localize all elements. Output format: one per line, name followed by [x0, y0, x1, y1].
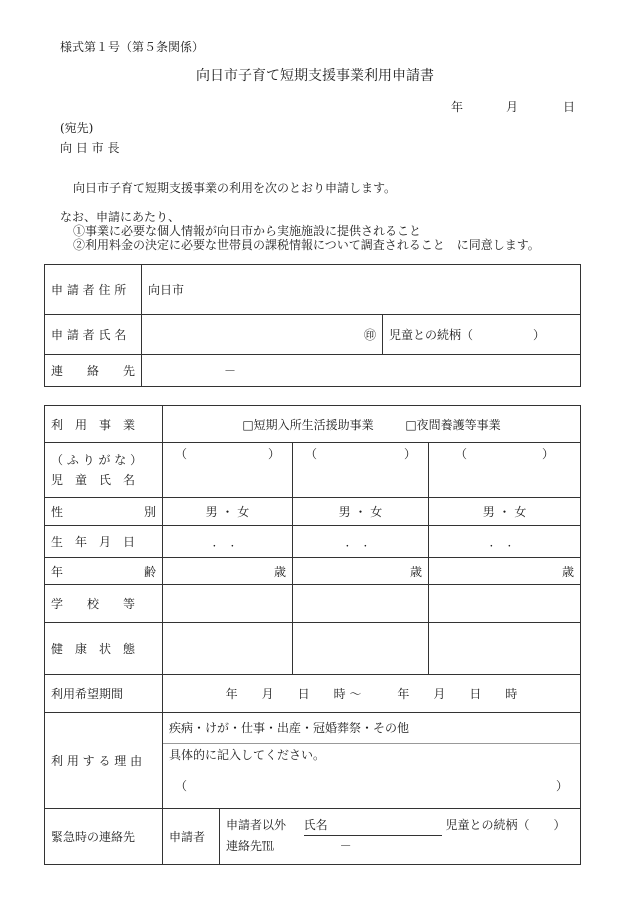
emergency-tel-label: 連絡先℡	[226, 839, 275, 853]
child-name-field-2[interactable]: （ ）	[293, 443, 429, 498]
reason-instruction: 具体的に記入してください。	[169, 748, 326, 762]
contact-label: 連 絡 先	[45, 355, 142, 387]
dob-field-2[interactable]: ． ．	[293, 526, 429, 558]
child-name-label: （ ふ り が な ） 児 童 氏 名	[45, 443, 163, 498]
consent-item-1: ①事業に必要な個人情報が向日市から実施施設に提供されること	[73, 224, 422, 238]
health-field-1[interactable]	[163, 623, 293, 675]
child-name-field-1[interactable]: （ ）	[163, 443, 293, 498]
emergency-tel-dash[interactable]: －	[339, 839, 352, 853]
service-options	[163, 406, 581, 443]
emergency-name-field[interactable]: 氏名	[304, 815, 442, 836]
health-field-2[interactable]	[293, 623, 429, 675]
date-day-label: 日	[563, 100, 576, 114]
intro-text: 向日市子育て短期支援事業の利用を次のとおり申請します。	[73, 181, 397, 195]
school-field-1[interactable]	[163, 585, 293, 623]
health-field-3[interactable]	[429, 623, 581, 675]
dob-label: 生 年 月 日	[45, 526, 163, 558]
contact-dash: －	[224, 364, 237, 378]
applicant-name-label: 申 請 者 氏 名	[45, 315, 142, 355]
emergency-label: 緊急時の連絡先	[45, 809, 163, 865]
sex-label: 性 別	[45, 498, 163, 526]
reason-field[interactable]	[163, 713, 581, 809]
addressee-label: (宛先)	[60, 121, 94, 135]
form-number: 様式第１号（第５条関係）	[60, 40, 205, 54]
period-label: 利用希望期間	[45, 675, 163, 713]
age-field-2[interactable]: 歳	[293, 558, 429, 585]
addressee: 向 日 市 長	[60, 141, 120, 155]
applicant-name-field[interactable]	[142, 315, 383, 355]
age-field-3[interactable]: 歳	[429, 558, 581, 585]
health-label: 健 康 状 態	[45, 623, 163, 675]
sex-field-2[interactable]: 男 ・ 女	[293, 498, 429, 526]
service-option-short-stay[interactable]: □短期入所生活援助事業	[242, 417, 374, 432]
school-field-2[interactable]	[293, 585, 429, 623]
applicant-address-value: 向日市	[148, 283, 185, 297]
page-title: 向日市子育て短期支援事業利用申請書	[196, 68, 434, 84]
sex-field-1[interactable]: 男 ・ 女	[163, 498, 293, 526]
date-month-label: 月	[506, 100, 519, 114]
emergency-applicant-label: 申請者	[163, 809, 220, 864]
date-year-label: 年	[451, 100, 464, 114]
dob-field-1[interactable]: ． ．	[163, 526, 293, 558]
consent-lead: なお、申請にあたり、	[60, 210, 181, 224]
school-label: 学 校 等	[45, 585, 163, 623]
reason-label: 利 用 す る 理 由	[45, 713, 163, 809]
seal-mark: ㊞	[363, 328, 376, 342]
relation-field[interactable]: 児童との続柄（ ）	[383, 315, 581, 355]
age-field-1[interactable]: 歳	[163, 558, 293, 585]
service-label: 利 用 事 業	[45, 406, 163, 443]
applicant-table	[44, 264, 581, 387]
applicant-address-label: 申 請 者 住 所	[45, 265, 142, 315]
sex-field-3[interactable]: 男 ・ 女	[429, 498, 581, 526]
school-field-3[interactable]	[429, 585, 581, 623]
contact-field[interactable]	[142, 355, 581, 387]
reason-input[interactable]: （ ）	[175, 779, 569, 793]
usage-table	[44, 405, 581, 865]
emergency-field	[163, 809, 581, 865]
applicant-address-field[interactable]	[142, 265, 581, 315]
child-name-field-3[interactable]: （ ）	[429, 443, 581, 498]
service-option-night-care[interactable]: □夜間養護等事業	[405, 417, 501, 432]
emergency-relation[interactable]: 児童との続柄（ ）	[445, 818, 566, 832]
age-label: 年 齢	[45, 558, 163, 585]
period-field[interactable]: 年 月 日 時 ～ 年 月 日 時	[163, 675, 581, 713]
consent-item-2: ②利用料金の決定に必要な世帯員の課税情報について調査されること に同意します。	[73, 238, 540, 252]
relation-label: 児童との続柄（	[389, 328, 474, 342]
reason-options: 疾病・けが・仕事・出産・冠婚葬祭・その他	[163, 713, 580, 744]
emergency-other-label: 申請者以外	[226, 818, 287, 832]
dob-field-3[interactable]: ． ．	[429, 526, 581, 558]
